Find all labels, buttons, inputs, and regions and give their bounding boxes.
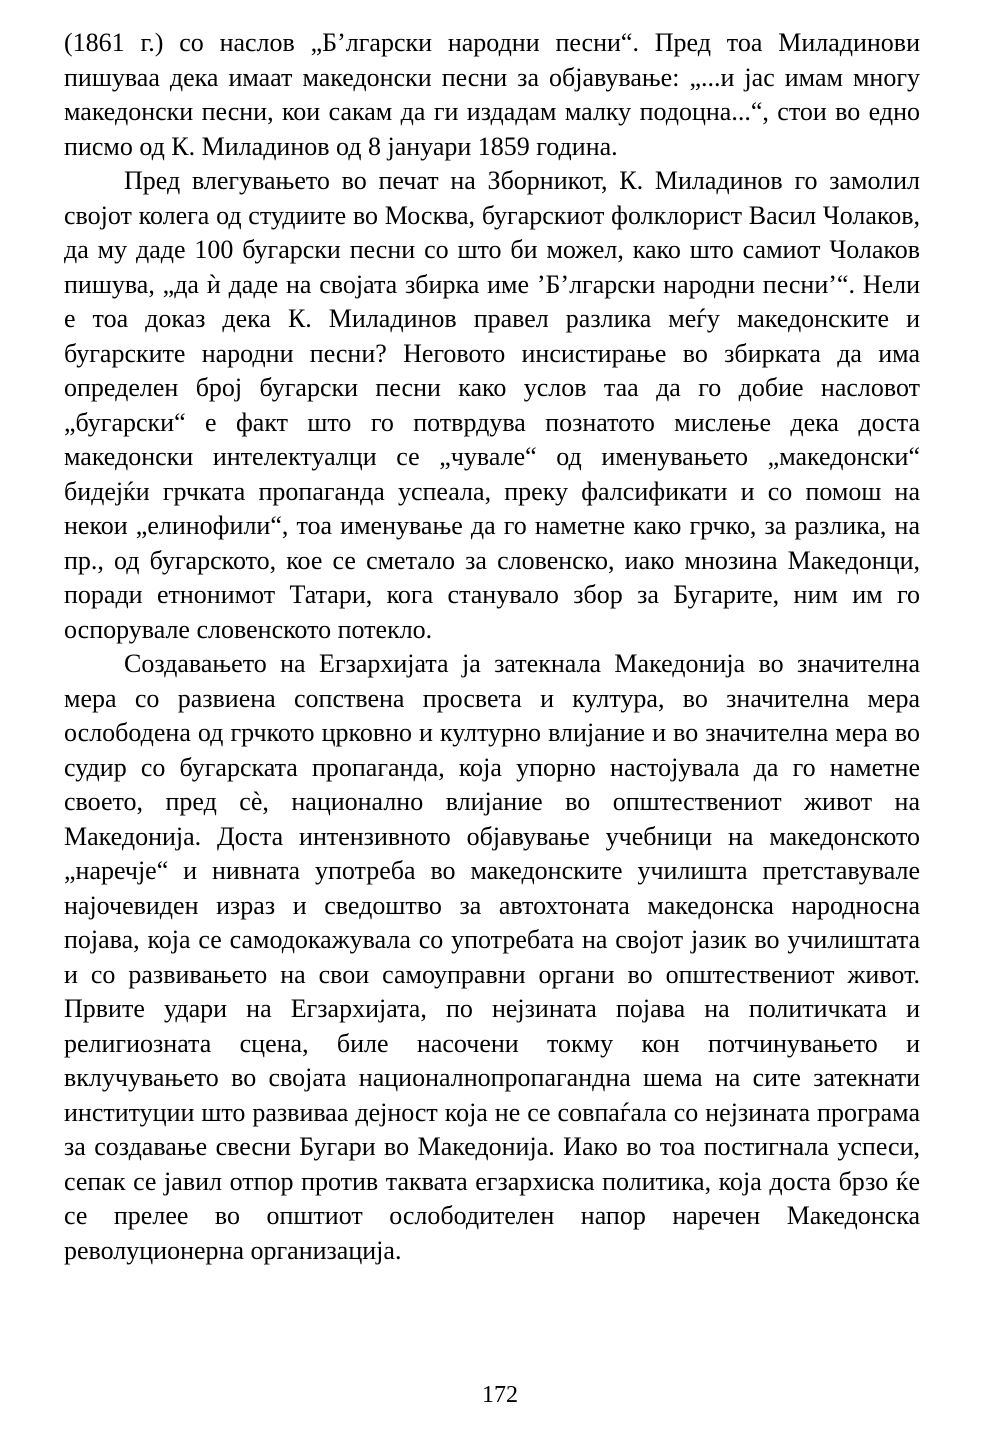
paragraph-exarchate: Создавањето на Егзархијата ја затекнала Македонија во значителна мера со развиена сопствена просвета и култура, во значителна мера ослободена од грчкото црковно и културно влијание и во значителна мера во судир со бугарската пропаганда, која упорно настојувала да го наметне своето, пред сѐ, национално влијание во општествениот живот на Македонија. Доста интензивното објавување учебници на македонското „наречје“ и нивната употреба во македонските училишта претставувале најочевиден израз и сведоштво за автохтоната македонска народносна појава, која се самодокажувала со употребата на својот јазик во училиштата и со развивањето на свои самоуправни органи во општествениот живот. Првите удари на Егзархијата, по нејзината појава на политичката и религиозната сцена, биле насочени токму кон потчинувањето и вклучувањето во својата националнопропагандна шема на сите затекнати институции што развиваа дејност која не се совпаѓала со нејзината програма за создавање свесни Бугари во Македонија. Иако во тоа постигнала успеси, сепак се јавил отпор против таквата егзархиска политика, која доста брзо ќе се прелее во општиот ослободителен напор наречен Македонска револуционерна организација. xyxy=(64,649,920,1265)
paragraph-continuation: (1861 г.) со наслов „Б’лгарски народни песни“. Пред тоа Миладинови пишуваа дека имаат македонски песни за објавување: „...и јас имам многу македонски песни, кои сакам да ги издадам малку подоцна...“, стои во едно писмо од К. Миладинов од 8 јануари 1859 година. xyxy=(64,28,920,161)
body-text xyxy=(64,26,920,1268)
page-number: 172 xyxy=(482,1382,518,1408)
paragraph-miladinov: Пред влегувањето во печат на Зборникот, К. Миладинов го замолил својот колега од студиите во Москва, бугарскиот фолклорист Васил Чолаков, да му даде 100 бугарски песни со што би можел, како што самиот Чолаков пишува, „да ѝ даде на својата збирка име ’Б’лгарски народни песни’“. Нели е тоа доказ дека К. Миладинов правел разлика меѓу македонските и бугарските народни песни? Неговото инсистирање во збирката да има определен број бугарски песни како услов таа да го добие насловот „бугарски“ е факт што го потврдува познатото мислење дека доста македонски интелектуалци се „чувале“ од именувањето „македонски“ бидејќи грчката пропаганда успеала, преку фалсификати и со помош на некои „елинофили“, тоа именување да го наметне како грчко, за разлика, на пр., од бугарското, кое се сметало за словенско, иако мнозина Македонци, поради етнонимот Татари, кога станувало збор за Бугарите, ним им го оспорувале словенското потекло. xyxy=(64,166,920,644)
